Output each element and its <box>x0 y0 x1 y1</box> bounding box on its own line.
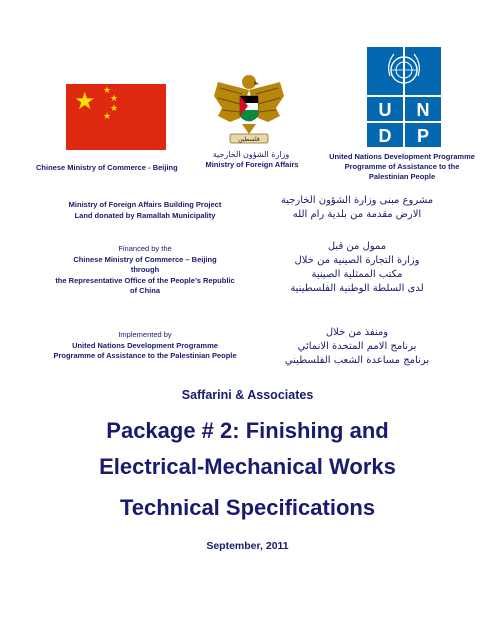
implemented-ar-line: ومنفذ من خلال <box>325 327 389 338</box>
implemented-arabic <box>262 326 452 368</box>
flag-small-star-icon: ★ <box>103 86 112 96</box>
financed-ar-line: وزارة التجارة الصينية من خلال <box>294 255 420 266</box>
china-caption: Chinese Ministry of Commerce - Beijing <box>36 163 178 172</box>
financed-en-line: Chinese Ministry of Commerce – Beijing <box>73 254 217 264</box>
undp-caption-line: United Nations Development Programme <box>329 152 475 161</box>
firm-name: Saffarini & Associates <box>181 388 314 402</box>
undp-caption-line: Programme of Assistance to the <box>344 162 460 171</box>
project-en-line: Land donated by Ramallah Municipality <box>74 210 216 220</box>
undp-caption-line: Palestinian People <box>368 172 436 181</box>
undp-letter-n: N <box>416 100 430 120</box>
financed-ar-line: ممول من قبل <box>327 241 387 252</box>
undp-letter-d: D <box>378 126 392 146</box>
title-line-2: Electrical-Mechanical Works <box>99 454 396 479</box>
financed-arabic <box>262 240 452 296</box>
project-en-line: Ministry of Foreign Affairs Building Project <box>68 200 222 209</box>
financed-ar-line: لدى السلطة الوطنية الفلسطينية <box>290 283 424 294</box>
undp-logo <box>366 46 442 148</box>
document-date: September, 2011 <box>206 540 289 552</box>
flag-small-star-icon: ★ <box>110 94 119 104</box>
implemented-en-intro: Implemented by <box>118 330 172 339</box>
implemented-en-line: Programme of Assistance to the Palestinian People <box>53 351 237 360</box>
palestine-eagle-emblem <box>212 68 286 156</box>
mofa-caption: Ministry of Foreign Affairs <box>205 160 299 169</box>
financed-en-line: of China <box>130 286 160 295</box>
financed-en-line: the Representative Office of the People’s Republic <box>55 275 235 285</box>
mofa-caption-arabic: وزارة الشؤون الخارجية <box>212 150 290 159</box>
financed-en-intro: Financed by the <box>118 244 172 253</box>
implemented-ar-line: برنامج الامم المتحدة الانمائي <box>297 341 417 352</box>
project-arabic <box>262 194 452 222</box>
undp-letter-p: P <box>416 126 430 146</box>
emblem-scroll-label: فلسطين <box>238 136 260 143</box>
title-line-3: Technical Specifications <box>119 495 376 520</box>
financed-english <box>40 244 250 297</box>
project-ar-line: مشروع مبنى وزارة الشؤون الخارجية <box>280 195 434 206</box>
financed-en-line: through <box>130 265 160 274</box>
flag-big-star-icon: ★ <box>74 87 96 115</box>
undp-letter-u: U <box>378 100 392 120</box>
implemented-ar-line: برنامج مساعدة الشعب الفلسطيني <box>284 355 430 366</box>
project-english <box>40 200 250 221</box>
implemented-english <box>40 330 250 362</box>
flag-small-star-icon: ★ <box>103 112 112 122</box>
flag-small-star-icon: ★ <box>110 104 119 114</box>
financed-ar-line: مكتب الممثلية الصينية <box>311 269 403 280</box>
title-line-1: Package # 2: Finishing and <box>106 418 389 443</box>
implemented-en-line: United Nations Development Programme <box>72 340 218 350</box>
project-ar-line: الارض مقدمة من بلدية رام الله <box>292 209 422 220</box>
undp-caption <box>311 152 493 182</box>
